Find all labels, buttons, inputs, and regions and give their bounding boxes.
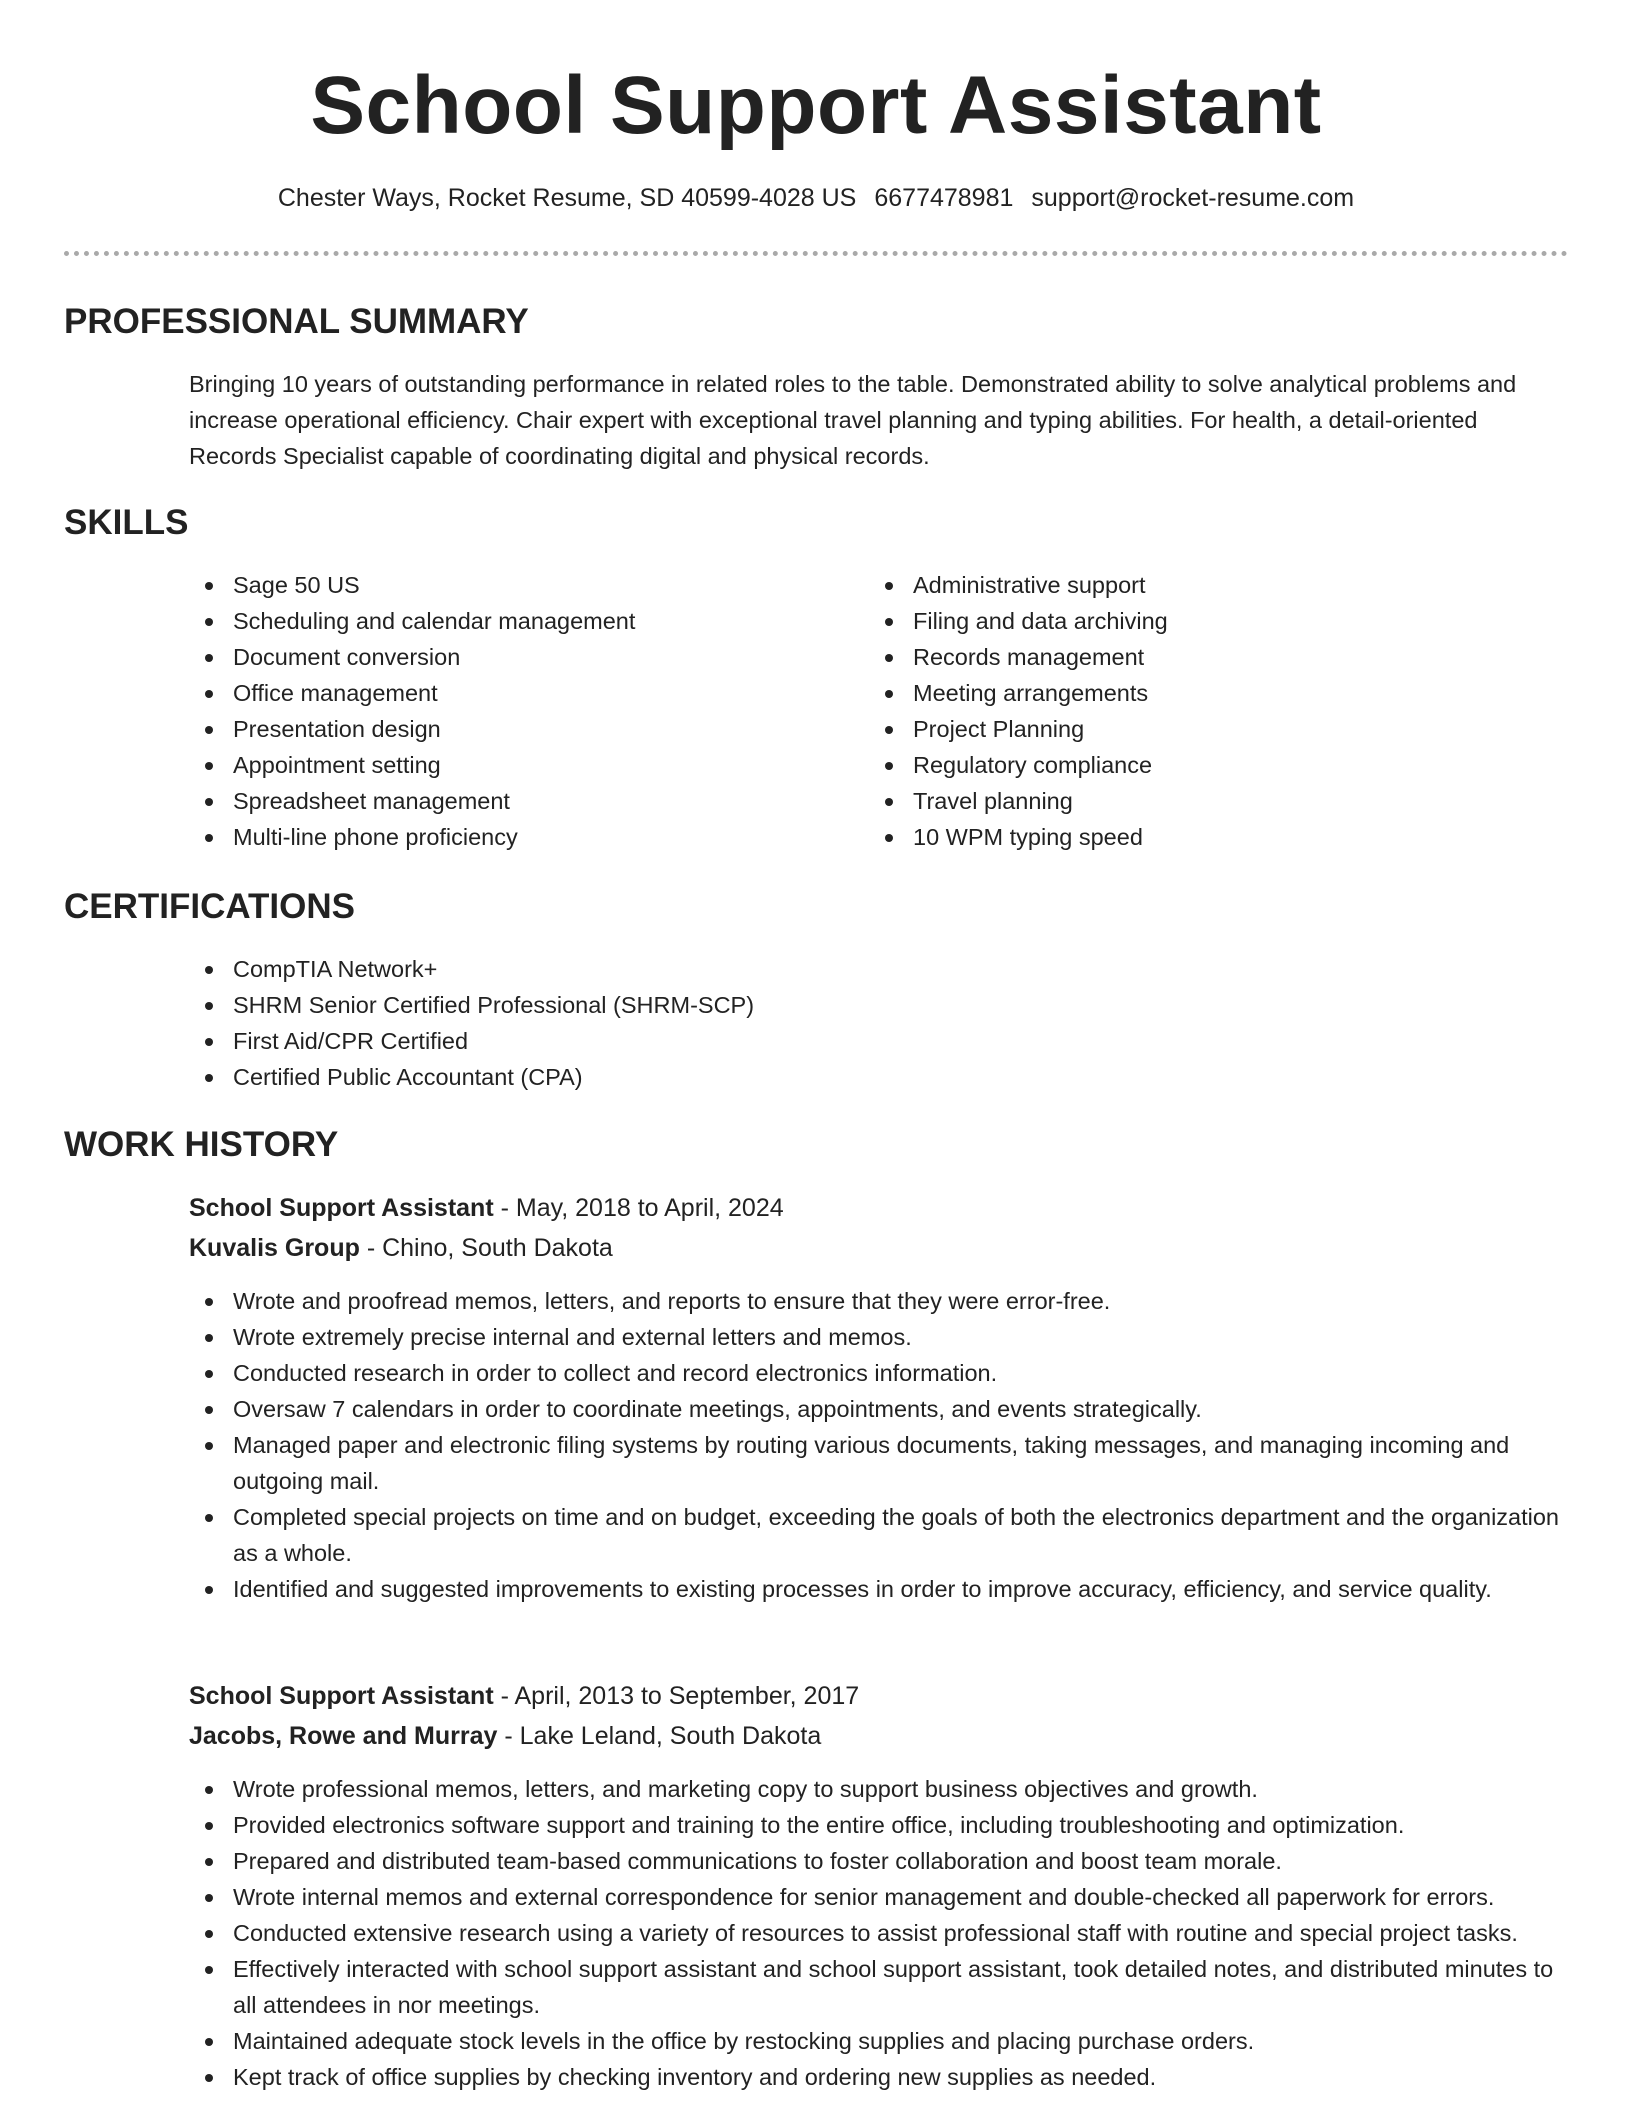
certification-item: SHRM Senior Certified Professional (SHRM-SCP) (189, 987, 1568, 1023)
skill-item: Scheduling and calendar management (189, 603, 829, 639)
job-bullet: Identified and suggested improvements to existing processes in order to improve accuracy, efficiency, and service quality. (189, 1571, 1568, 1607)
work-history-heading: WORK HISTORY (64, 1125, 339, 1164)
job-bullet: Effectively interacted with school support assistant and school support assistant, took detailed notes, and distributed minutes to all attendees in nor meetings. (189, 1951, 1568, 2023)
job-bullet: Conducted extensive research using a variety of resources to assist professional staff with routine and special project tasks. (189, 1915, 1568, 1951)
job-bullet: Managed paper and electronic filing systems by routing various documents, taking messages, and managing incoming and outgoing mail. (189, 1427, 1568, 1499)
contact-email: support@rocket-resume.com (1031, 184, 1355, 212)
skill-item: Presentation design (189, 711, 829, 747)
contact-address: Chester Ways, Rocket Resume, SD 40599-4028 US (277, 184, 857, 212)
job-bullets (189, 1771, 1568, 2095)
contact-phone: 6677478981 (874, 184, 1014, 212)
job-dates: - April, 2013 to September, 2017 (493, 1682, 860, 1710)
skills-heading: SKILLS (64, 503, 189, 542)
job-bullet: Wrote extremely precise internal and external letters and memos. (189, 1319, 1568, 1355)
job-title: School Support Assistant (189, 1682, 494, 1710)
summary-heading: PROFESSIONAL SUMMARY (64, 302, 529, 341)
skill-item: Project Planning (869, 711, 1509, 747)
job-bullet: Kept track of office supplies by checking inventory and ordering new supplies as needed. (189, 2059, 1568, 2095)
contact-line (0, 180, 1632, 216)
skill-item: Travel planning (869, 783, 1509, 819)
skill-item: Sage 50 US (189, 567, 829, 603)
skills-list-right (869, 567, 1509, 855)
job-bullet: Completed special projects on time and on budget, exceeding the goals of both the electronics department and the organization as a whole. (189, 1499, 1568, 1571)
job-company: Jacobs, Rowe and Murray (189, 1722, 498, 1750)
skill-item: Regulatory compliance (869, 747, 1509, 783)
job-company-line (189, 1230, 613, 1266)
skill-item: Document conversion (189, 639, 829, 675)
skill-item: Multi-line phone proficiency (189, 819, 829, 855)
job-company-line (189, 1718, 821, 1754)
certification-item: CompTIA Network+ (189, 951, 1568, 987)
job-bullet: Prepared and distributed team-based communications to foster collaboration and boost team morale. (189, 1843, 1568, 1879)
job-title-line (189, 1678, 859, 1714)
certification-item: First Aid/CPR Certified (189, 1023, 1568, 1059)
job-bullet: Provided electronics software support and training to the entire office, including troubleshooting and optimization. (189, 1807, 1568, 1843)
job-dates: - May, 2018 to April, 2024 (493, 1194, 784, 1222)
job-bullet: Wrote internal memos and external correspondence for senior management and double-checked all paperwork for errors. (189, 1879, 1568, 1915)
job-title-line (189, 1190, 784, 1226)
job-bullet: Maintained adequate stock levels in the office by restocking supplies and placing purchase orders. (189, 2023, 1568, 2059)
skill-item: Meeting arrangements (869, 675, 1509, 711)
header-divider (64, 251, 1568, 256)
skill-item: Administrative support (869, 567, 1509, 603)
job-company: Kuvalis Group (189, 1234, 360, 1262)
job-location: - Lake Leland, South Dakota (497, 1722, 822, 1750)
job-bullet: Conducted research in order to collect and record electronics information. (189, 1355, 1568, 1391)
job-title: School Support Assistant (189, 1194, 494, 1222)
skill-item: Office management (189, 675, 829, 711)
job-bullet: Wrote and proofread memos, letters, and reports to ensure that they were error-free. (189, 1283, 1568, 1319)
skill-item: Filing and data archiving (869, 603, 1509, 639)
skills-list-left (189, 567, 829, 855)
certifications-heading: CERTIFICATIONS (64, 887, 356, 926)
skill-item: Appointment setting (189, 747, 829, 783)
certification-item: Certified Public Accountant (CPA) (189, 1059, 1568, 1095)
job-location: - Chino, South Dakota (359, 1234, 613, 1262)
skill-item: Spreadsheet management (189, 783, 829, 819)
skill-item: 10 WPM typing speed (869, 819, 1509, 855)
certifications-list (189, 951, 1568, 1095)
job-bullet: Oversaw 7 calendars in order to coordinate meetings, appointments, and events strategically. (189, 1391, 1568, 1427)
job-bullets (189, 1283, 1568, 1607)
summary-text: Bringing 10 years of outstanding performance in related roles to the table. Demonstrated ability to solve analytical problems and increase operational efficiency. Chair expert with exceptional travel planning and typing abilities. For health, a detail-oriented Records Specialist capable of coordinating digital and physical records. (189, 371, 1517, 469)
skill-item: Records management (869, 639, 1509, 675)
resume-title: School Support Assistant (310, 60, 1322, 151)
job-bullet: Wrote professional memos, letters, and marketing copy to support business objectives and growth. (189, 1771, 1568, 1807)
